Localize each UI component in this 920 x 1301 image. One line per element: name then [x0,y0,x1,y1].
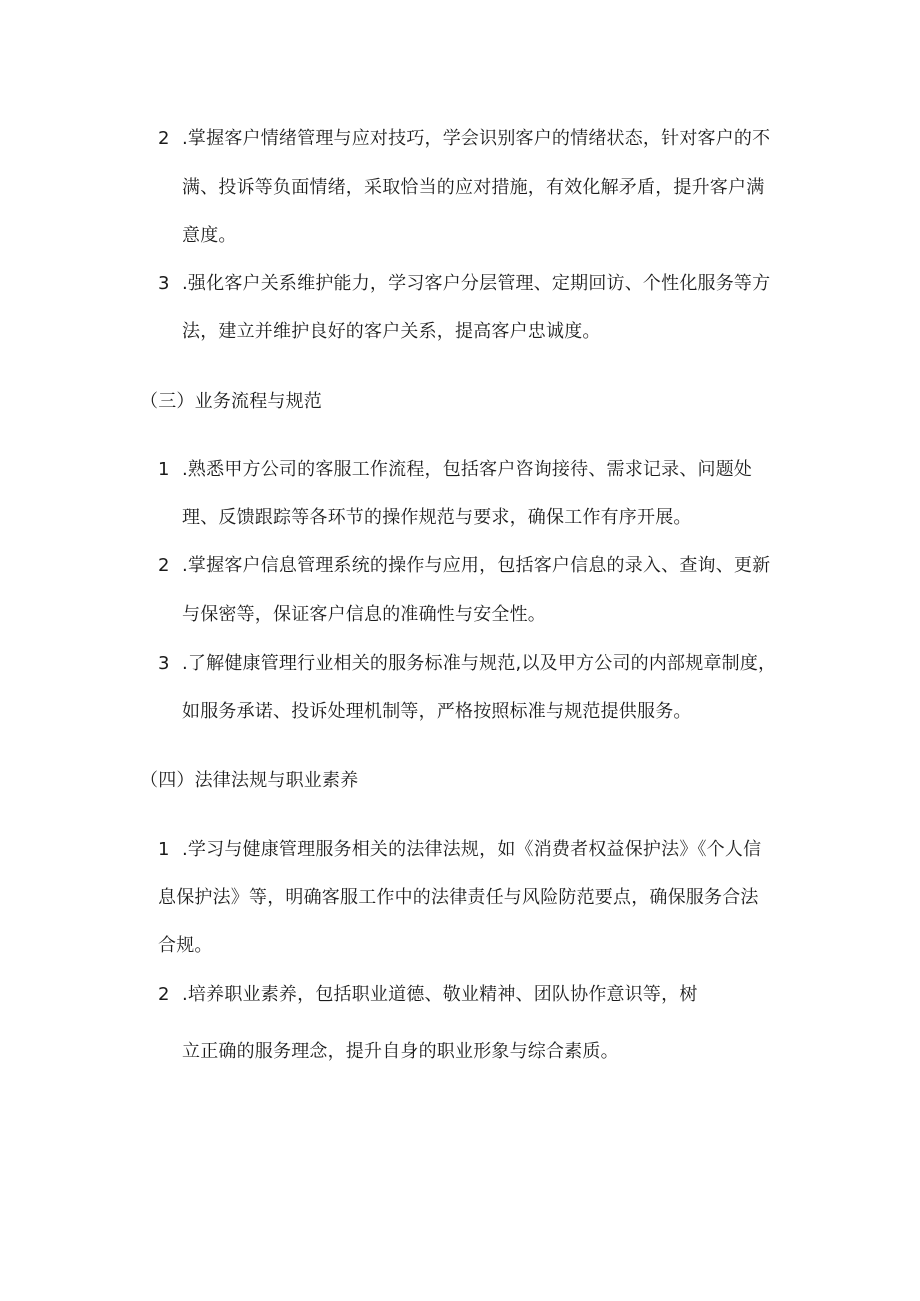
list-item-line [158,983,698,1007]
section-heading: （三）业务流程与规范 [140,391,322,412]
list-item-line [158,127,770,151]
item-number: 2 [158,128,170,149]
item-text: .掌握客户信息管理系统的操作与应用，包括客户信息的录入、查询、更新 [182,555,771,576]
list-item-line [158,838,761,862]
list-item-line [158,652,776,676]
item-text-continuation: 意度。 [182,225,237,246]
item-number: 1 [158,839,170,860]
item-text-continuation: 法，建立并维护良好的客户关系，提高客户忠诚度。 [182,321,601,342]
item-text: .学习与健康管理服务相关的法律法规，如《消费者权益保护法》《个人信 [182,839,762,860]
list-item-line [158,554,770,578]
item-number: 2 [158,984,170,1005]
item-number: 1 [158,459,170,480]
item-text-continuation: 与保密等，保证客户信息的准确性与安全性。 [182,604,546,625]
item-text: .了解健康管理行业相关的服务标准与规范,以及甲方公司的内部规章制度， [182,653,777,674]
section-heading: （四）法律法规与职业素养 [140,770,359,791]
item-number: 3 [158,653,170,674]
item-text-continuation: 理、反馈跟踪等各环节的操作规范与要求，确保工作有序开展。 [182,507,692,528]
list-item-line [158,272,770,296]
item-number: 3 [158,273,170,294]
list-item-line [158,458,752,482]
item-number: 2 [158,555,170,576]
item-text-continuation: 如服务承诺、投诉处理机制等，严格按照标准与规范提供服务。 [182,701,692,722]
item-text: .培养职业素养，包括职业道德、敬业精神、团队协作意识等，树 [182,984,698,1005]
item-text: .掌握客户情绪管理与应对技巧，学会识别客户的情绪状态，针对客户的不 [182,128,771,149]
item-text-continuation: 立正确的服务理念，提升自身的职业形象与综合素质。 [182,1041,619,1062]
item-text-continuation: 息保护法》等，明确客服工作中的法律责任与风险防范要点，确保服务合法 [158,887,759,908]
item-text-continuation: 合规。 [158,935,213,956]
item-text: .强化客户关系维护能力，学习客户分层管理、定期回访、个性化服务等方 [182,273,771,294]
item-text: .熟悉甲方公司的客服工作流程，包括客户咨询接待、需求记录、问题处 [182,459,753,480]
item-text-continuation: 满、投诉等负面情绪，采取恰当的应对措施，有效化解矛盾，提升客户满 [182,177,765,198]
